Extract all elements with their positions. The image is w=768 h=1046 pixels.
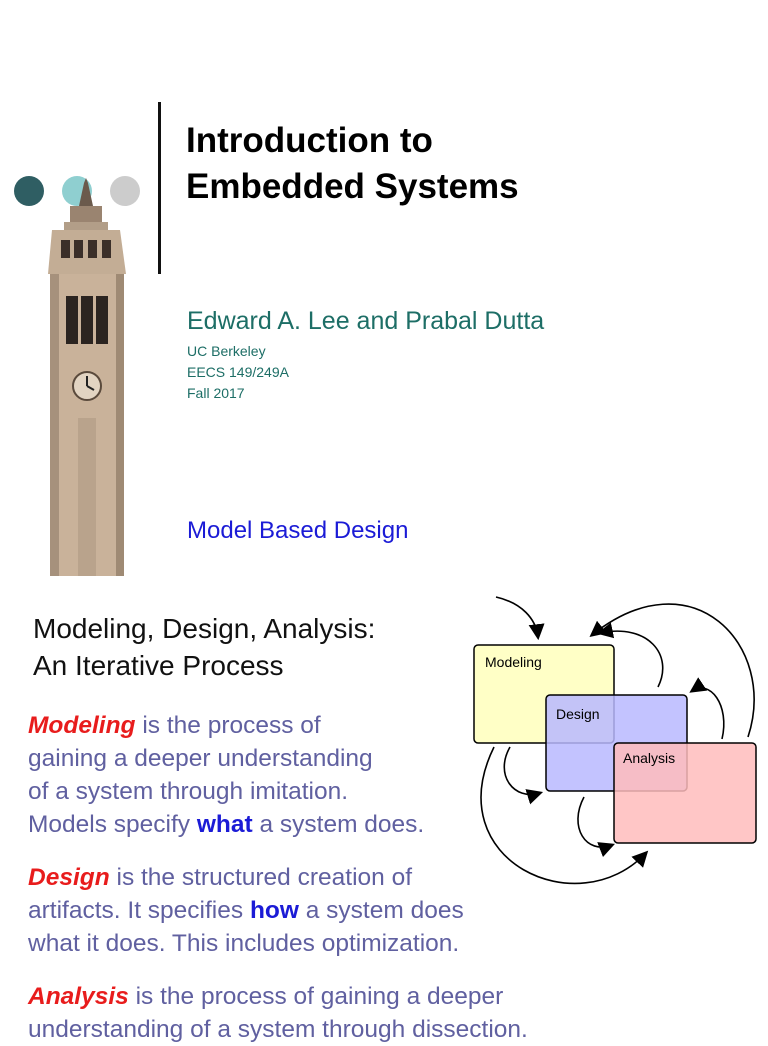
content-heading xyxy=(33,610,375,684)
design-paragraph xyxy=(28,861,464,960)
affiliation: UC Berkeley xyxy=(187,343,266,359)
modeling-line-4: Models specify xyxy=(28,811,197,838)
analysis-line-2: understanding of a system through dissection. xyxy=(28,1016,528,1043)
modeling-line-3: of a system through imitation. xyxy=(28,778,349,805)
analysis-term: Analysis xyxy=(28,983,129,1010)
arrow-entry xyxy=(496,597,538,637)
content-heading-line-2: An Iterative Process xyxy=(33,650,284,681)
course-code: EECS 149/249A xyxy=(187,364,289,380)
iterative-process-diagram xyxy=(460,575,760,905)
section-title: Model Based Design xyxy=(187,517,409,544)
design-line-3: what it does. This includes optimization. xyxy=(28,930,460,957)
design-line-2: artifacts. It specifies xyxy=(28,897,250,924)
analysis-box-label: Analysis xyxy=(623,750,676,766)
analysis-line-1: is the process of gaining a deeper xyxy=(128,983,504,1010)
design-term: Design xyxy=(28,864,110,891)
campanile-tower-image xyxy=(36,178,136,576)
title-line-2: Embedded Systems xyxy=(186,167,519,206)
modeling-line-4-end: a system does. xyxy=(252,811,425,838)
arrow-modeling-to-design xyxy=(504,747,540,794)
slide-title xyxy=(186,118,519,210)
design-how: how xyxy=(249,897,299,924)
arrow-analysis-to-design xyxy=(692,688,724,739)
design-box-label: Design xyxy=(556,706,600,722)
design-line-1: is the structured creation of xyxy=(109,864,413,891)
title-line-1: Introduction to xyxy=(186,121,433,160)
arrow-design-to-analysis xyxy=(578,797,612,847)
design-line-2-end: a system does xyxy=(298,897,464,924)
modeling-line-1: is the process of xyxy=(135,712,321,739)
modeling-box-label: Modeling xyxy=(485,654,542,670)
analysis-paragraph xyxy=(28,980,528,1046)
authors: Edward A. Lee and Prabal Dutta xyxy=(187,307,545,335)
title-divider xyxy=(158,102,161,274)
term: Fall 2017 xyxy=(187,385,245,401)
modeling-term: Modeling xyxy=(28,712,136,739)
modeling-paragraph xyxy=(28,709,424,841)
modeling-line-2: gaining a deeper understanding xyxy=(28,745,373,772)
modeling-what: what xyxy=(196,811,253,838)
content-heading-line-1: Modeling, Design, Analysis: xyxy=(33,613,376,644)
